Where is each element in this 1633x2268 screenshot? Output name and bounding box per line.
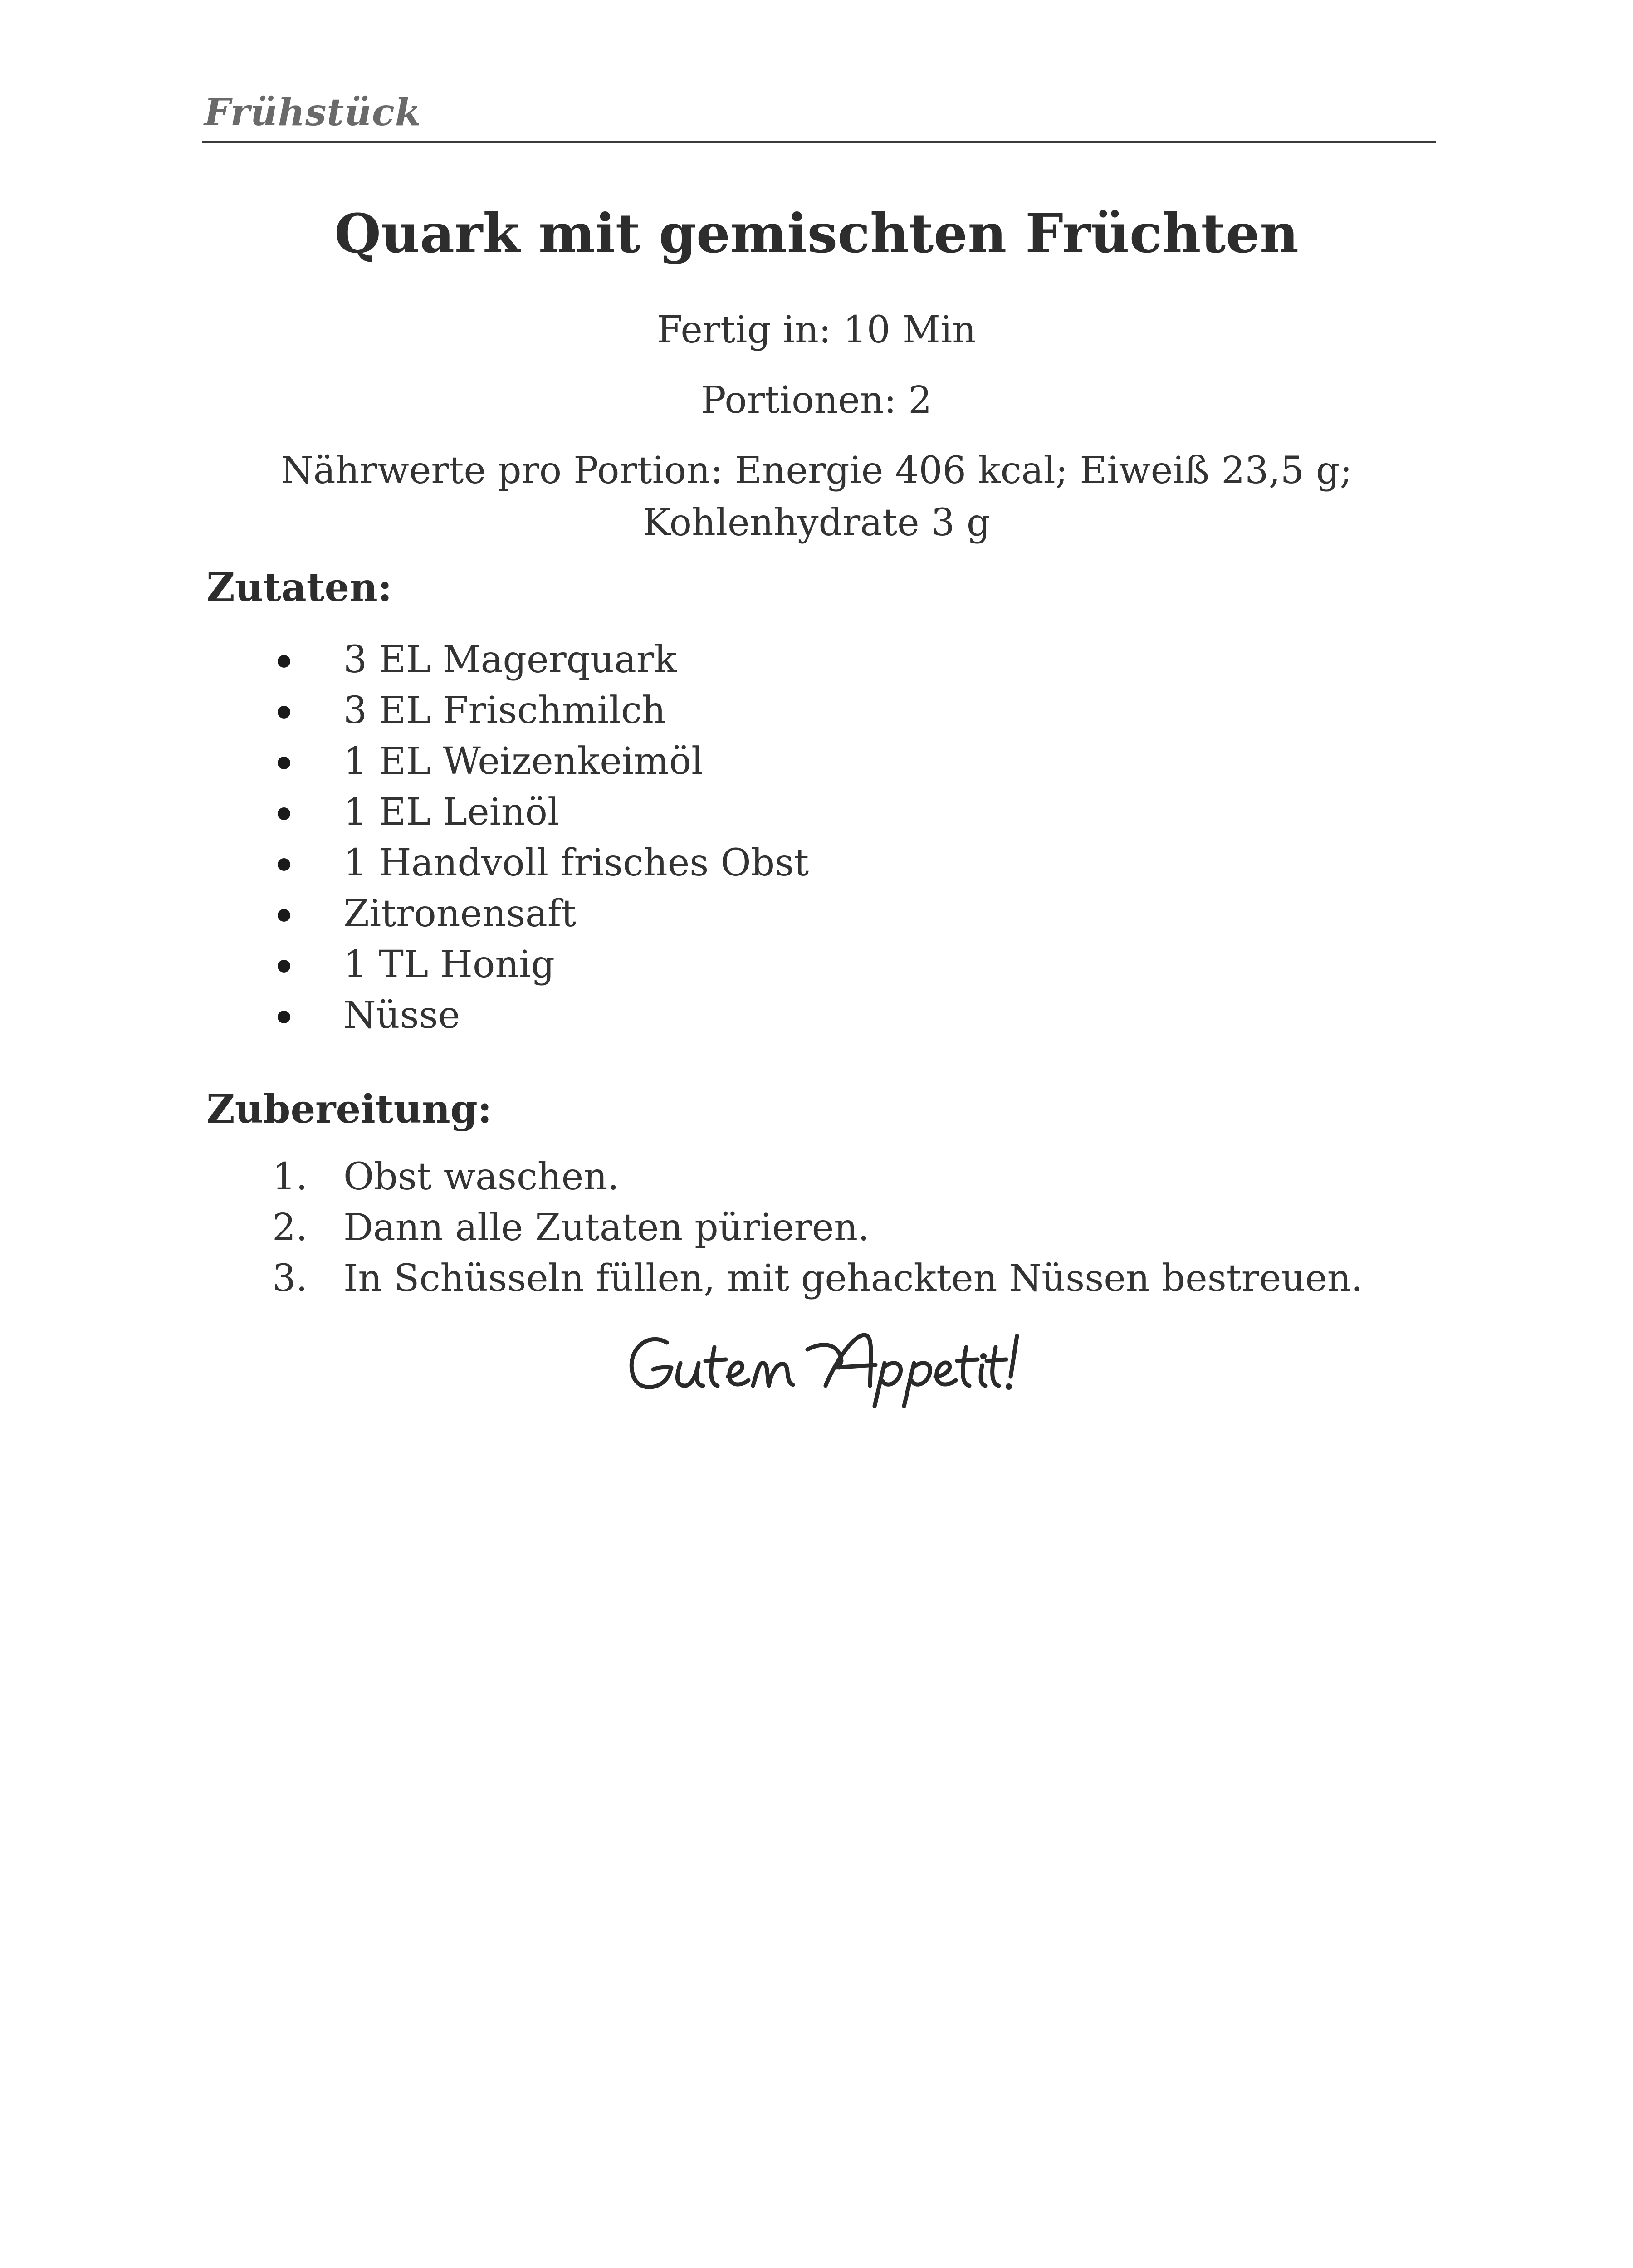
- bullet-icon: [278, 1011, 290, 1023]
- ingredient-text: 3 EL Frischmilch: [343, 689, 666, 732]
- nutrition-line-1: Nährwerte pro Portion: Energie 406 kcal; Eiweiß 23,5 g;: [280, 449, 1353, 492]
- ingredients-heading: Zutaten:: [206, 565, 392, 611]
- signature-script-image: [612, 1318, 1021, 1408]
- preparation-heading: Zubereitung:: [206, 1086, 492, 1132]
- bullet-icon: [278, 960, 290, 973]
- step-text: Obst waschen.: [343, 1155, 620, 1198]
- nutrition-line-2: Kohlenhydrate 3 g: [642, 501, 991, 544]
- bullet-icon: [278, 706, 290, 719]
- recipe-title: Quark mit gemischten Früchten: [334, 202, 1299, 265]
- step-number: 1.: [272, 1155, 308, 1198]
- ingredient-text: Zitronensaft: [343, 892, 577, 935]
- ingredient-text: 3 EL Magerquark: [343, 638, 677, 681]
- ingredient-text: 1 Handvoll frisches Obst: [343, 841, 809, 885]
- header-rule: [202, 141, 1436, 143]
- section-header: Frühstück: [204, 91, 421, 134]
- step-text: In Schüsseln füllen, mit gehackten Nüssen bestreuen.: [343, 1257, 1363, 1300]
- nutrition-info: [0, 445, 1633, 549]
- signature-guten-appetit: [0, 1318, 1633, 1410]
- ingredient-text: 1 EL Leinöl: [343, 791, 560, 834]
- bullet-icon: [278, 757, 290, 769]
- step-number: 3.: [272, 1257, 308, 1300]
- bullet-icon: [278, 858, 290, 871]
- portions: Portionen: 2: [701, 379, 932, 422]
- ingredient-text: 1 EL Weizenkeimöl: [343, 740, 704, 783]
- step-number: 2.: [272, 1206, 308, 1249]
- prep-time: Fertig in: 10 Min: [656, 308, 976, 352]
- ingredient-text: Nüsse: [343, 994, 460, 1037]
- bullet-icon: [278, 909, 290, 922]
- bullet-icon: [278, 655, 290, 668]
- step-text: Dann alle Zutaten pürieren.: [343, 1206, 870, 1249]
- ingredient-text: 1 TL Honig: [343, 943, 555, 986]
- bullet-icon: [278, 807, 290, 820]
